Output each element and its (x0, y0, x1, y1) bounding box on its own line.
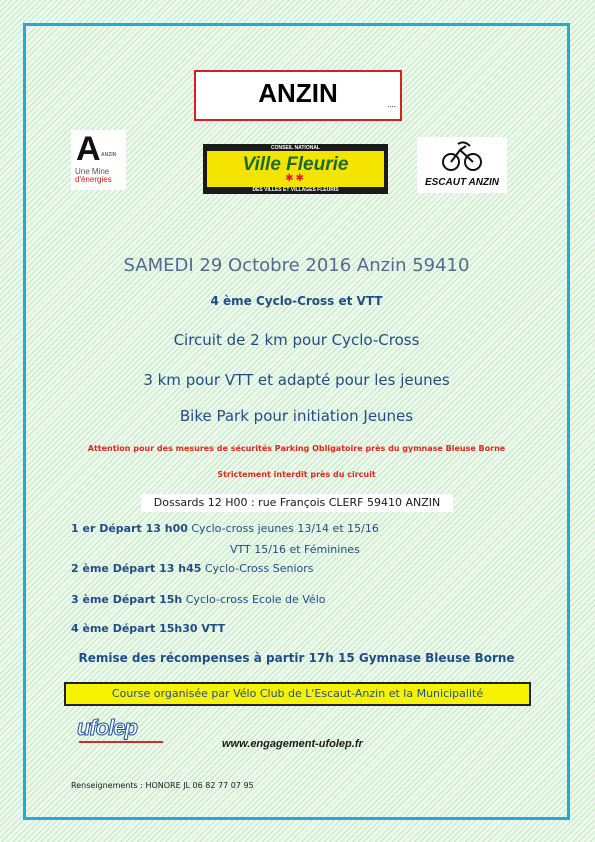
departure-2 (71, 562, 313, 575)
website-link[interactable]: www.engagement-ufolep.fr (222, 738, 363, 750)
ufolep-logo-text: ufolep (77, 715, 137, 740)
departure-desc: Cyclo-cross Ecole de Vélo (185, 593, 326, 606)
page-title: ANZIN (258, 78, 338, 108)
ufolep-logo-underline (79, 741, 163, 743)
circuit-info: Circuit de 2 km pour Cyclo-Cross (173, 331, 420, 349)
ville-fleurie-flower-icons: ✱✱ (285, 173, 306, 184)
title-box (194, 70, 402, 121)
departure-desc: Cyclo-cross jeunes 13/14 et 15/16 (191, 522, 379, 535)
ufolep-logo (75, 713, 168, 745)
anzin-logo-city: ANZIN (101, 152, 117, 158)
event-subtitle: 4 ème Cyclo-Cross et VTT (210, 294, 383, 308)
ville-fleurie-logo (203, 144, 388, 194)
anzin-logo-letter: A (76, 130, 101, 168)
escaut-anzin-name: ESCAUT ANZIN (424, 177, 500, 188)
departure-label: 3 ème Départ 15h (71, 593, 183, 606)
contact-info: Renseignements : HONORE JL 06 82 77 07 95 (71, 781, 254, 790)
anzin-logo (71, 130, 126, 190)
title-suffix: .... (387, 100, 396, 109)
escaut-anzin-logo (417, 137, 507, 193)
departure-3 (71, 593, 325, 606)
anzin-logo-tagline (75, 168, 112, 184)
circuit-warning: Strictement interdit près du circuit (217, 470, 376, 479)
anzin-tagline-line1: Une Mine (75, 167, 110, 176)
departure-label: 2 ème Départ 13 h45 (71, 562, 202, 575)
ville-fleurie-bottom: DES VILLES ET VILLAGES FLEURIS (252, 187, 339, 193)
departure-label: 1 er Départ 13 h00 (71, 522, 188, 535)
awards-info: Remise des récompenses à partir 17h 15 Gymnase Bleuse Borne (78, 651, 515, 665)
cyclist-icon (440, 140, 484, 172)
ville-fleurie-top: CONSEIL NATIONAL (271, 145, 320, 151)
ville-fleurie-panel (207, 151, 384, 187)
organizer-banner: Course organisée par Vélo Club de L'Escaut-Anzin et la Municipalité (64, 682, 531, 706)
departure-1 (71, 522, 379, 535)
departure-desc: Cyclo-Cross Seniors (204, 562, 314, 575)
event-date: SAMEDI 29 Octobre 2016 Anzin 59410 (123, 255, 470, 276)
departure-label: 4 ème Départ 15h30 VTT (71, 622, 226, 635)
vtt-info: 3 km pour VTT et adapté pour les jeunes (143, 371, 450, 389)
departure-desc: VTT 15/16 et Féminines (230, 543, 360, 556)
departure-1-extra (230, 543, 360, 556)
dossards-info: Dossards 12 H00 : rue François CLERF 59410 ANZIN (141, 494, 453, 512)
departure-4 (71, 622, 225, 635)
ville-fleurie-main: Ville Fleurie (242, 154, 349, 175)
anzin-tagline-line2: d'énergies (75, 175, 112, 184)
parking-warning: Attention pour des mesures de sécurités Parking Obligatoire près du gymnase Bleuse Borne (87, 444, 506, 453)
bike-park-info: Bike Park pour initiation Jeunes (179, 407, 414, 425)
